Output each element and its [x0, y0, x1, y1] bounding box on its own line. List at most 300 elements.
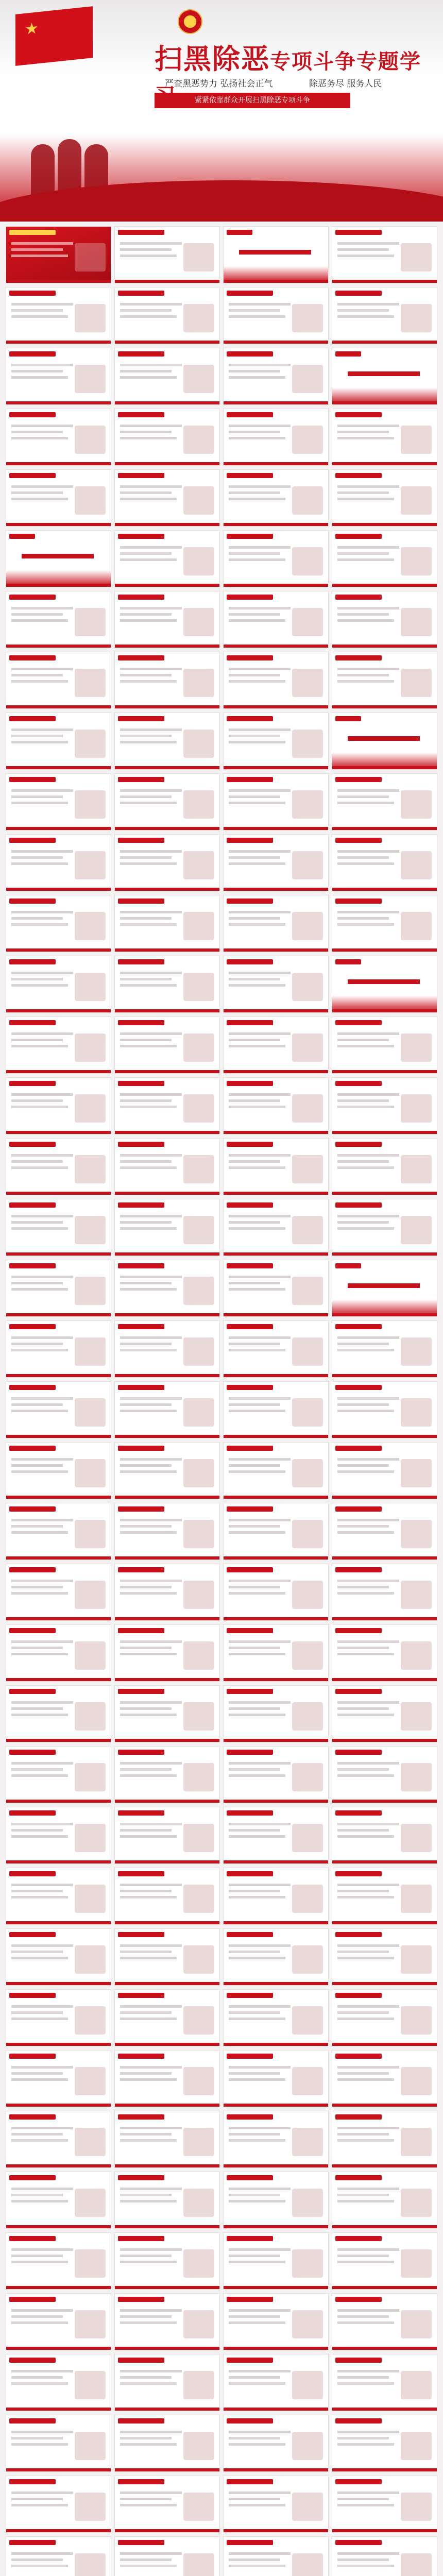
slide-pic-block: [183, 243, 214, 272]
slide-l1-block: [11, 1336, 73, 1339]
slide-foot-block: [224, 1252, 328, 1256]
slide-foot-block: [115, 1800, 219, 1803]
slide-pic-block: [292, 2006, 323, 2035]
slide-foot-block: [332, 584, 437, 587]
slide-pic-block: [292, 1581, 323, 1609]
slide-foot-block: [115, 1131, 219, 1134]
slide-hdr-block: [118, 959, 164, 964]
slide-foot-block: [6, 280, 111, 283]
slide-l3-block: [337, 1349, 394, 1351]
slide-pic-block: [401, 2493, 432, 2521]
slide-pic-block: [292, 912, 323, 940]
slide-foot-block: [332, 1860, 437, 1863]
slide-l3-block: [120, 2382, 177, 2385]
slide-pic-block: [292, 1277, 323, 1305]
slide-thumbnail: [332, 531, 437, 587]
slide-l1-block: [11, 1397, 73, 1400]
slide-l3-block: [229, 1835, 285, 1838]
slide-thumbnail: [224, 1199, 328, 1256]
slide-pic-block: [292, 1885, 323, 1913]
slide-l2-block: [120, 795, 172, 798]
slide-thumbnail: [332, 1321, 437, 1377]
slide-foot-block: [332, 827, 437, 830]
slide-thumbnail: [332, 956, 437, 1012]
slide-thumbnail: [224, 1868, 328, 1924]
slide-hdr-block: [335, 1871, 382, 1876]
slide-l2-block: [11, 1525, 63, 1528]
slide-pic-block: [75, 2249, 106, 2278]
slide-l1-block: [11, 1640, 73, 1643]
slide-thumbnail: [332, 2354, 437, 2411]
slide-l3-block: [337, 802, 394, 804]
slide-thumbnail: [332, 1078, 437, 1134]
slide-l1-block: [229, 1823, 291, 1825]
slide-pic-block: [75, 1520, 106, 1548]
slide-l3-block: [229, 862, 285, 865]
slide-thumbnail: [115, 1139, 219, 1195]
slide-l3-block: [11, 2504, 68, 2506]
slide-l3-block: [11, 1714, 68, 1716]
slide-pic-block: [401, 2128, 432, 2156]
slide-l1-block: [120, 1640, 182, 1643]
slide-pic-block: [401, 2553, 432, 2576]
slide-foot-block: [6, 2468, 111, 2471]
slide-l3-block: [229, 2139, 285, 2142]
slide-l2-block: [337, 1464, 389, 1467]
slide-l2-block: [337, 248, 389, 251]
slide-l1-block: [11, 972, 73, 974]
slide-hdr-block: [118, 1142, 164, 1147]
slide-hdr-block: [9, 1506, 56, 1512]
slide-l1-block: [11, 364, 73, 366]
slide-l1-block: [11, 2370, 73, 2372]
slide-thumbnail: [115, 1443, 219, 1499]
slide-pic-block: [292, 1520, 323, 1548]
slide-hdr-block: [227, 777, 273, 782]
slide-foot-block: [6, 2043, 111, 2046]
slide-l2-block: [337, 795, 389, 798]
slide-hdr-block: [227, 1324, 273, 1329]
slide-l1-block: [11, 1884, 73, 1886]
slide-l2-block: [120, 1282, 172, 1284]
slide-pic-block: [75, 851, 106, 879]
slide-pic-block: [292, 486, 323, 515]
slide-l1-block: [337, 911, 399, 913]
slide-thumbnail: [115, 1990, 219, 2046]
slide-l2-block: [120, 1525, 172, 1528]
slide-l1-block: [229, 728, 291, 731]
slide-l1-block: [337, 1701, 399, 1704]
slide-foot-block: [332, 2164, 437, 2167]
slide-l1-block: [11, 1580, 73, 1582]
slide-l3-block: [229, 680, 285, 683]
slide-hdr-block: [118, 2358, 164, 2363]
slide-l1-block: [229, 2309, 291, 2312]
slide-hdr-block: [118, 2297, 164, 2302]
slide-hdr-block: [118, 2479, 164, 2484]
slide-l3-block: [11, 1045, 68, 1047]
slide-hdr-block: [335, 1202, 382, 1208]
slide-pic-block: [183, 2128, 214, 2156]
slide-l3-block: [337, 2078, 394, 2081]
slide-l3-block: [337, 2504, 394, 2506]
slide-l2-block: [229, 674, 280, 676]
slide-l3-block: [229, 1166, 285, 1169]
slide-l2-block: [229, 1160, 280, 1163]
slide-pic-block: [75, 2189, 106, 2217]
slide-l1-block: [120, 242, 182, 245]
slide-foot-block: [6, 2408, 111, 2411]
slide-l1-block: [229, 2188, 291, 2190]
slide-pic-block: [75, 608, 106, 636]
slide-l2-block: [120, 2498, 172, 2500]
slide-pic-block: [75, 1337, 106, 1366]
slide-foot-block: [224, 705, 328, 708]
slide-l3-block: [120, 2078, 177, 2081]
slide-l1-block: [120, 668, 182, 670]
slide-l2-block: [229, 492, 280, 494]
slide-l3-block: [11, 1410, 68, 1412]
slide-thumbnail: [115, 2111, 219, 2167]
slide-l3-block: [120, 1227, 177, 1230]
slide-thumbnail: [115, 1929, 219, 1985]
slide-l1-block: [229, 2248, 291, 2251]
slide-pic-block: [292, 2553, 323, 2576]
police-emblem-icon: [178, 9, 202, 34]
slide-thumbnail: [332, 2294, 437, 2350]
slide-bigred-block: [239, 250, 311, 255]
slide-l1-block: [229, 1032, 291, 1035]
slide-l3-block: [337, 498, 394, 500]
slide-pic-block: [75, 2006, 106, 2035]
slide-pic-block: [401, 1459, 432, 1487]
slide-hdr-block: [335, 1506, 382, 1512]
slide-hdr-block: [227, 1810, 273, 1816]
slide-pic-block: [183, 1641, 214, 1670]
slide-l1-block: [120, 728, 182, 731]
slide-l2-block: [337, 2376, 389, 2379]
slide-hdr-block: [9, 1628, 56, 1633]
slide-hdr-block: [227, 1750, 273, 1755]
slide-l1-block: [120, 850, 182, 853]
slide-l2-block: [11, 1282, 63, 1284]
slide-pic-block: [183, 2006, 214, 2035]
slide-foot-block: [332, 705, 437, 708]
slide-l1-block: [229, 789, 291, 792]
slide-hdr-block: [227, 291, 273, 296]
slide-l3-block: [120, 1349, 177, 1351]
slide-pic-block: [292, 1763, 323, 1791]
slide-pic-block: [183, 1763, 214, 1791]
slide-l1-block: [11, 850, 73, 853]
slide-l3-block: [229, 315, 285, 318]
slide-hdr-block: [9, 1142, 56, 1147]
slide-l2-block: [120, 978, 172, 980]
slide-l2-block: [229, 1464, 280, 1467]
slide-l1-block: [11, 911, 73, 913]
slide-l2-block: [229, 1282, 280, 1284]
slide-hdr-block: [227, 716, 273, 721]
slide-thumbnail: [115, 1503, 219, 1560]
slide-foot-block: [224, 1070, 328, 1073]
slide-pic-block: [401, 2310, 432, 2338]
slide-foot-block: [332, 401, 437, 404]
slide-thumbnail: [6, 1321, 111, 1377]
slide-l1-block: [11, 2552, 73, 2555]
slide-hdr-block: [335, 1446, 382, 1451]
slide-hdr-block: [9, 291, 56, 296]
slide-thumbnail: [115, 835, 219, 891]
slide-pic-block: [183, 608, 214, 636]
slide-l3-block: [120, 437, 177, 439]
slide-l1-block: [229, 1215, 291, 1217]
slide-thumbnail: [6, 2172, 111, 2228]
slide-l3-block: [229, 1957, 285, 1959]
slide-pic-block: [183, 2553, 214, 2576]
slide-thumbnail: [115, 348, 219, 404]
slide-l3-block: [337, 1106, 394, 1108]
slide-l3-block: [337, 2261, 394, 2263]
slide-thumbnail: [224, 713, 328, 769]
slide-l2-block: [11, 2072, 63, 2075]
slide-l3-block: [120, 2200, 177, 2202]
slide-thumbnail: [224, 1807, 328, 1863]
slide-hdr-block: [118, 777, 164, 782]
slide-hdr-block: [9, 2358, 56, 2363]
slide-l3-block: [120, 680, 177, 683]
slide-thumbnail: [115, 227, 219, 283]
slide-pic-block: [183, 790, 214, 819]
slide-l3-block: [11, 2565, 68, 2567]
slide-pic-block: [183, 1216, 214, 1244]
slide-hdr-block: [227, 838, 273, 843]
slide-l1-block: [337, 1093, 399, 1096]
slide-pic-block: [75, 790, 106, 819]
slide-thumbnail: [6, 1990, 111, 2046]
slide-bigred-block: [348, 979, 420, 984]
slide-foot-block: [6, 2529, 111, 2532]
slide-l3-block: [337, 923, 394, 926]
slide-hdr-block: [227, 351, 273, 357]
slide-thumbnail: [332, 409, 437, 465]
slide-pic-block: [401, 2006, 432, 2035]
slide-l2-block: [120, 552, 172, 555]
slide-l3-block: [229, 2018, 285, 2020]
slide-pic-block: [75, 1033, 106, 1062]
slide-l1-block: [11, 2005, 73, 2008]
slide-l1-block: [11, 2248, 73, 2251]
slide-foot-block: [115, 1617, 219, 1620]
slide-foot-block: [224, 645, 328, 648]
slide-foot-block: [115, 462, 219, 465]
slide-pic-block: [401, 790, 432, 819]
slide-l1-block: [120, 1093, 182, 1096]
slide-foot-block: [115, 1921, 219, 1924]
slide-thumbnail: [6, 1929, 111, 1985]
slide-pic-block: [401, 1216, 432, 1244]
slide-foot-block: [6, 462, 111, 465]
slide-foot-block: [224, 1009, 328, 1012]
slide-thumbnail: [115, 2537, 219, 2576]
slide-pic-block: [75, 669, 106, 697]
slide-l2-block: [120, 431, 172, 433]
slide-pic-block: [183, 2493, 214, 2521]
slide-pic-block: [183, 669, 214, 697]
slide-l1-block: [11, 728, 73, 731]
slide-l1-block: [11, 668, 73, 670]
slide-l2-block: [229, 2072, 280, 2075]
slide-foot-block: [332, 1739, 437, 1742]
slide-l2-block: [337, 856, 389, 859]
slide-foot-block: [6, 1556, 111, 1560]
slide-l3-block: [337, 1470, 394, 1473]
slide-hdr-block: [335, 1020, 382, 1025]
slide-l2-block: [229, 1586, 280, 1588]
slide-foot-block: [332, 1556, 437, 1560]
slide-foot-block: [332, 2286, 437, 2289]
slide-l2-block: [11, 1221, 63, 1224]
slide-pic-block: [401, 1641, 432, 1670]
slide-thumbnail: [6, 2233, 111, 2289]
slide-l2-block: [337, 2498, 389, 2500]
slide-l1-block: [337, 546, 399, 549]
slide-l1-block: [120, 2248, 182, 2251]
slide-l1-block: [337, 1640, 399, 1643]
slide-l1-block: [337, 1397, 399, 1400]
slide-hdr-block: [227, 2236, 273, 2241]
slide-l3-block: [120, 1531, 177, 1534]
slide-hdr-block: [118, 2054, 164, 2059]
slide-l1-block: [229, 1519, 291, 1521]
slide-thumbnail: [115, 470, 219, 526]
slide-pic-block: [75, 2493, 106, 2521]
slide-foot-block: [224, 1131, 328, 1134]
slide-foot-block: [332, 1435, 437, 1438]
slide-l2-block: [11, 2255, 63, 2257]
slide-l2-block: [337, 1525, 389, 1528]
slide-hdr-block: [335, 1385, 382, 1390]
slide-thumbnail: [224, 2294, 328, 2350]
slide-l3-block: [11, 376, 68, 379]
slide-thumbnail: [332, 895, 437, 952]
slide-l1-block: [11, 1519, 73, 1521]
slide-pic-block: [401, 243, 432, 272]
slide-hdr-block: [227, 1932, 273, 1937]
slide-foot-block: [332, 1070, 437, 1073]
slide-l2-block: [229, 2315, 280, 2318]
slide-bigred-block: [348, 1283, 420, 1288]
slide-thumbnail: [224, 1747, 328, 1803]
slide-l3-block: [120, 1653, 177, 1655]
slide-l3-block: [120, 376, 177, 379]
slide-hdr-block: [335, 1567, 382, 1572]
slide-foot-block: [115, 948, 219, 952]
slide-l1-block: [120, 485, 182, 488]
slide-l3-block: [11, 741, 68, 743]
slide-pic-block: [401, 1094, 432, 1123]
slide-bigred-block: [348, 371, 420, 376]
slide-foot-block: [224, 1496, 328, 1499]
slide-thumbnail: [6, 1260, 111, 1316]
slide-pic-block: [75, 426, 106, 454]
slide-thumbnail: [332, 2172, 437, 2228]
slide-foot-block: [332, 1496, 437, 1499]
slide-thumbnail: [115, 591, 219, 648]
slide-l2-block: [120, 1464, 172, 1467]
slide-pic-block: [183, 1885, 214, 1913]
slide-hdr-block: [9, 2479, 56, 2484]
slide-l3-block: [120, 923, 177, 926]
slide-foot-block: [332, 1921, 437, 1924]
cover-subtitle-right: 除恶务尽 服务人民: [309, 79, 382, 89]
slide-pic-block: [183, 2189, 214, 2217]
slide-pic-block: [75, 1581, 106, 1609]
slide-foot-block: [6, 1617, 111, 1620]
slide-hdr-block: [118, 595, 164, 600]
slide-hdr-block: [9, 1446, 56, 1451]
slide-pic-block: [292, 426, 323, 454]
slide-l1-block: [120, 607, 182, 609]
slide-foot-block: [6, 766, 111, 769]
slide-l2-block: [11, 2376, 63, 2379]
slide-l1-block: [229, 1458, 291, 1461]
slide-l1-block: [120, 2552, 182, 2555]
slide-pic-block: [401, 1885, 432, 1913]
slide-l1-block: [229, 1580, 291, 1582]
slide-l1-block: [11, 1823, 73, 1825]
slide-l2-block: [229, 1039, 280, 1041]
slide-hdr-block: [335, 1993, 382, 1998]
slide-thumbnail: [6, 1747, 111, 1803]
slide-foot-block: [332, 341, 437, 344]
slide-l2-block: [120, 1768, 172, 1771]
slide-l3-block: [11, 2078, 68, 2081]
slide-hdr-block: [118, 2114, 164, 2120]
slide-l3-block: [337, 1896, 394, 1899]
slide-l2-block: [229, 309, 280, 312]
slide-thumbnail: [6, 1139, 111, 1195]
slide-l2-block: [11, 795, 63, 798]
slide-l1-block: [229, 911, 291, 913]
slide-l3-block: [120, 1835, 177, 1838]
slide-pic-block: [75, 1702, 106, 1731]
slide-l1-block: [11, 789, 73, 792]
slide-hdr-block: [335, 534, 382, 539]
slide-pic-block: [292, 2189, 323, 2217]
slide-l1-block: [337, 2431, 399, 2433]
slide-pic-block: [183, 2249, 214, 2278]
slide-thumbnail: [224, 1321, 328, 1377]
slide-thumbnail: [6, 227, 111, 283]
slide-l1-block: [120, 1701, 182, 1704]
slide-hdr-block: [9, 1810, 56, 1816]
slide-l1-block: [120, 2431, 182, 2433]
slide-thumbnail: [332, 287, 437, 344]
slide-l1-block: [337, 1884, 399, 1886]
slide-l2-block: [229, 1829, 280, 1832]
slide-l3-block: [229, 2321, 285, 2324]
slide-hdr-block: [9, 1263, 56, 1268]
slide-l1-block: [229, 668, 291, 670]
slide-foot-block: [6, 827, 111, 830]
slide-pic-block: [183, 851, 214, 879]
slide-pic-block: [292, 2128, 323, 2156]
slide-l3-block: [337, 1714, 394, 1716]
slide-thumbnail: [115, 1017, 219, 1073]
slide-l3-block: [11, 1531, 68, 1534]
slide-l3-block: [337, 2382, 394, 2385]
slide-l1-block: [229, 607, 291, 609]
